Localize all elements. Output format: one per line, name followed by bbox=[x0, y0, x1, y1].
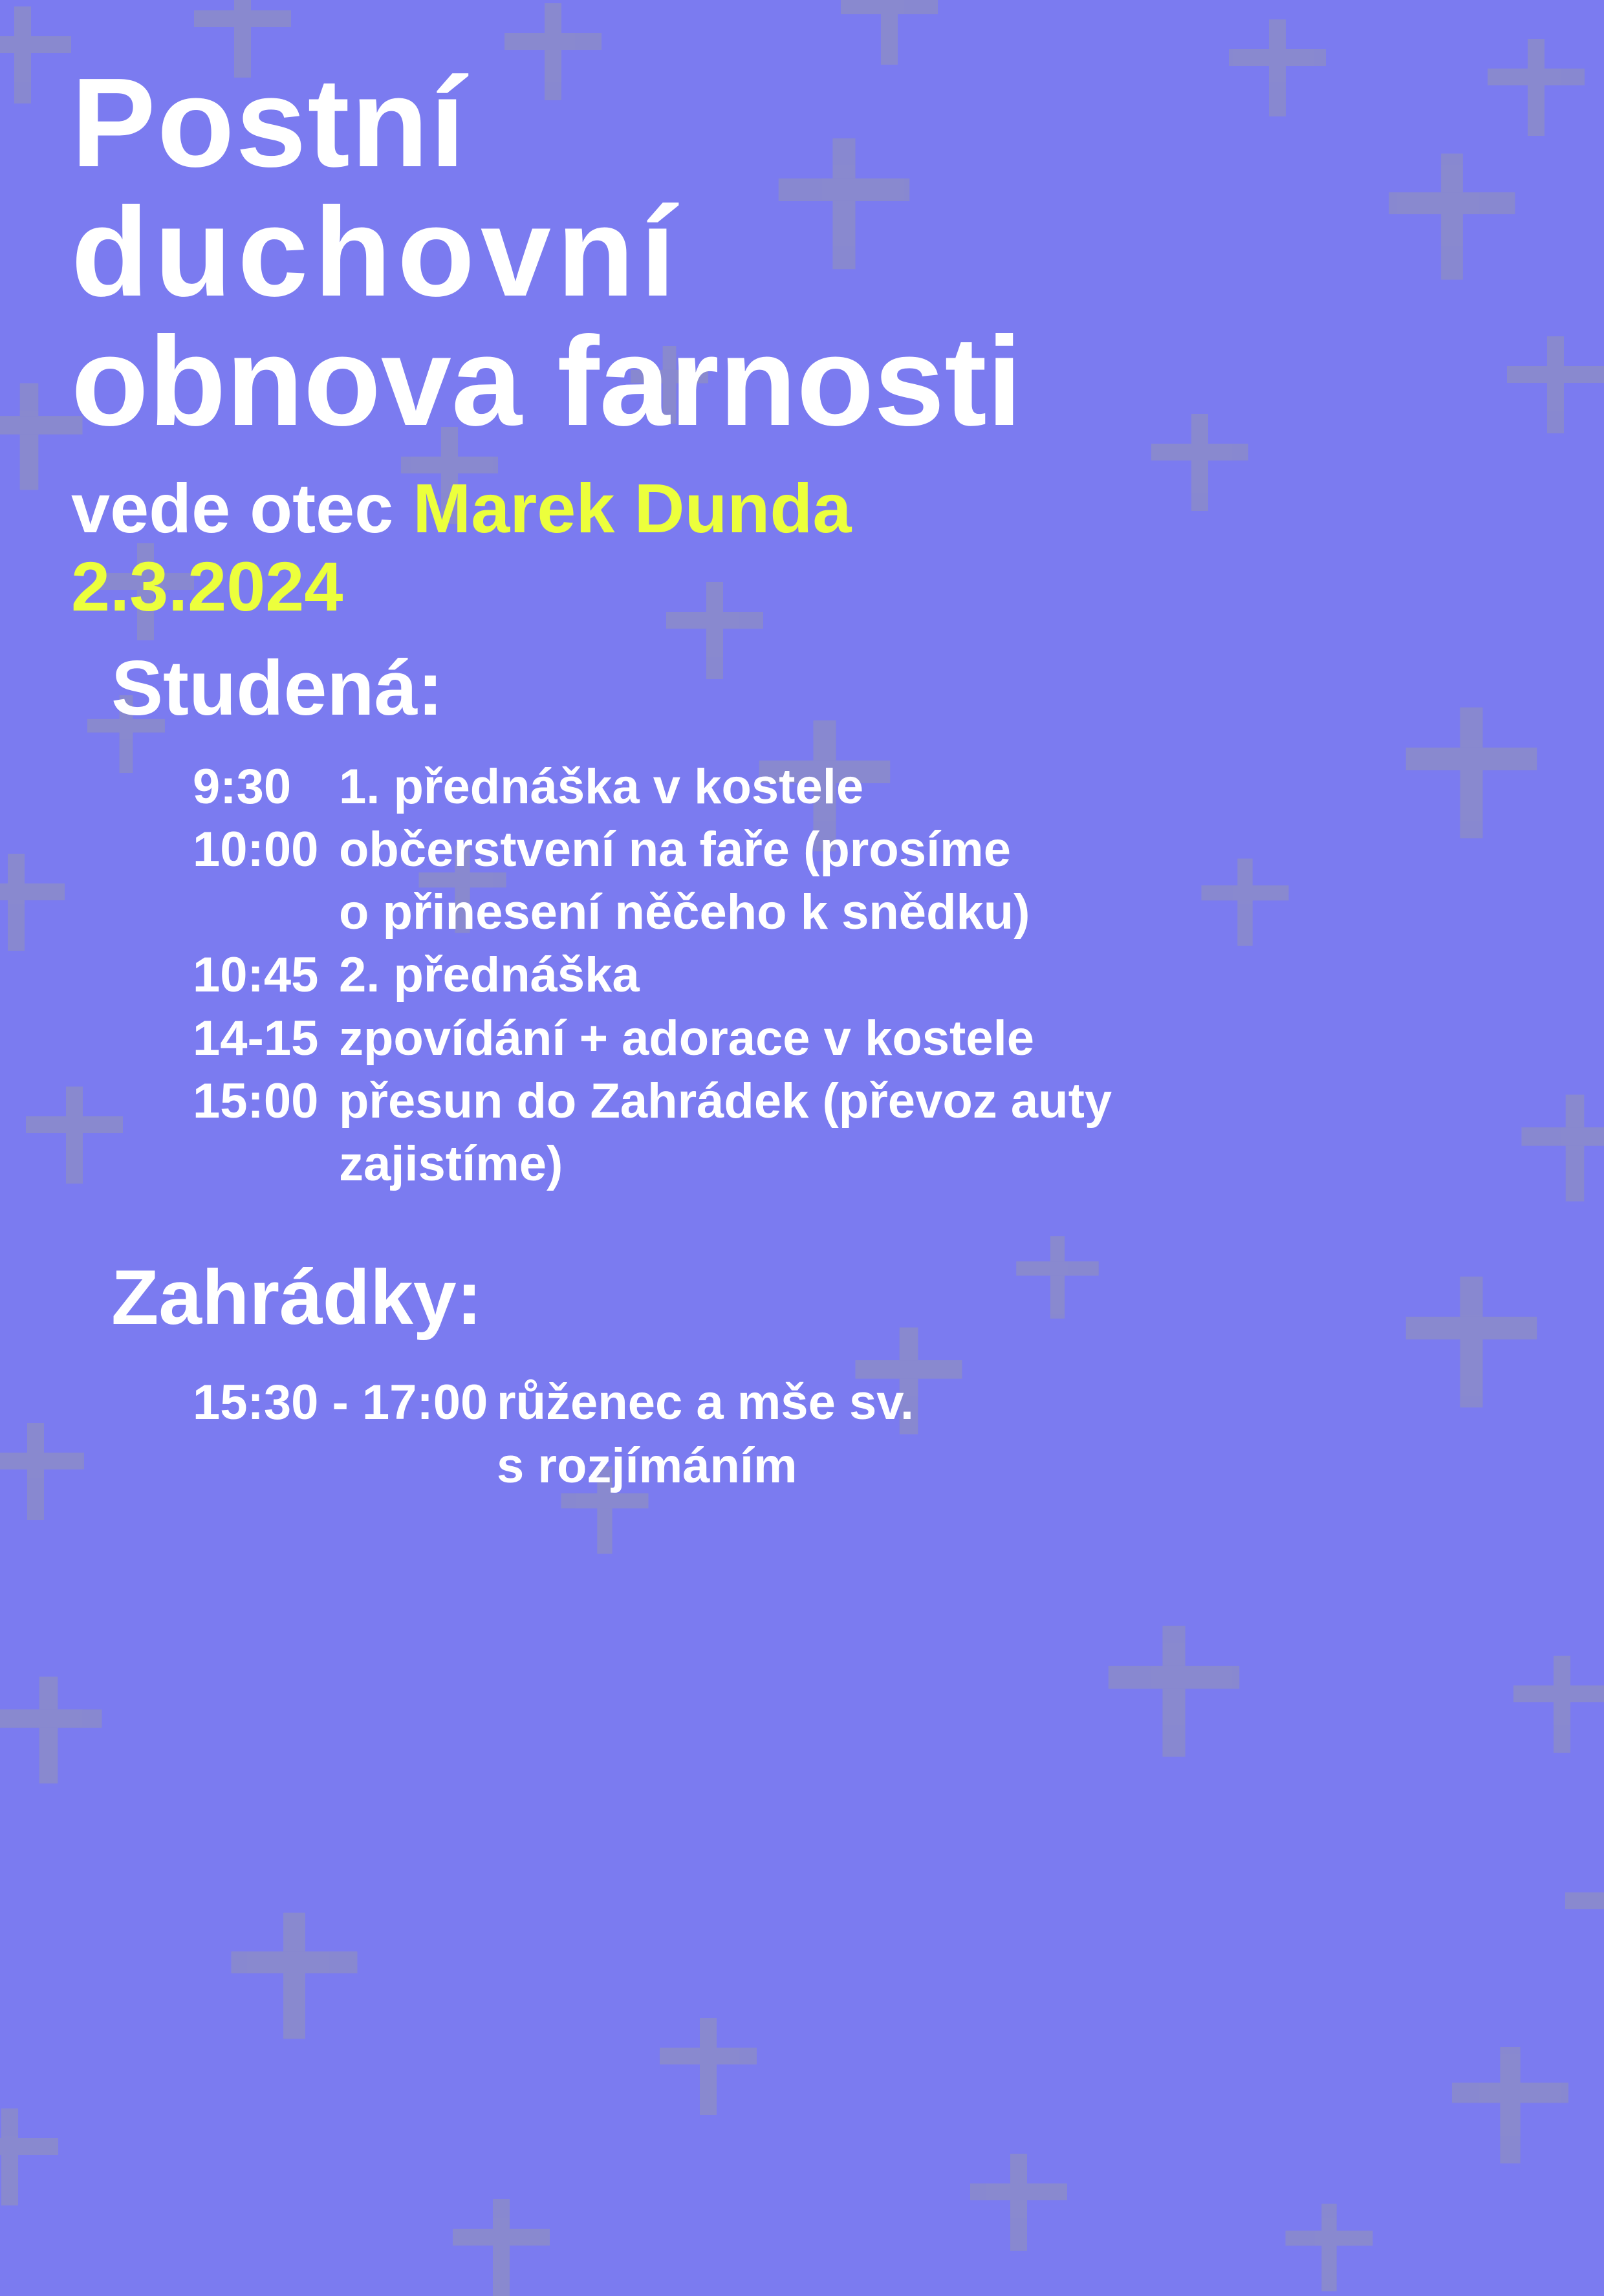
title-line-2: duchovní bbox=[71, 188, 1533, 317]
cross-icon bbox=[0, 1677, 102, 1784]
schedule-time: 15:00 bbox=[193, 1070, 339, 1132]
schedule-description bbox=[339, 818, 1533, 944]
schedule-time: 14-15 bbox=[193, 1007, 339, 1070]
schedule-time: 9:30 bbox=[193, 755, 339, 818]
schedule-description-cont: o přinesení něčeho k snědku) bbox=[339, 881, 1533, 944]
cross-icon bbox=[1513, 1656, 1604, 1753]
speaker-name: Marek Dunda bbox=[413, 469, 851, 547]
schedule-row bbox=[193, 1007, 1533, 1070]
schedule-description bbox=[339, 755, 1533, 818]
schedule-description-main: 2. přednáška bbox=[339, 948, 640, 1002]
schedule-description-main: občerstvení na faře (prosíme bbox=[339, 822, 1011, 877]
event-date: 2.3.2024 bbox=[71, 548, 1533, 626]
schedule-description bbox=[339, 1070, 1533, 1196]
cross-icon bbox=[1109, 1626, 1240, 1757]
schedule-description-main: přesun do Zahrádek (převoz auty bbox=[339, 1074, 1112, 1129]
cross-icon bbox=[232, 1913, 358, 2039]
cross-icon bbox=[453, 2199, 550, 2296]
section-heading-studena: Studená: bbox=[111, 645, 1533, 731]
schedule-time: 15:30 - 17:00 bbox=[193, 1371, 497, 1434]
subtitle-lead: vede otec bbox=[71, 469, 413, 547]
schedule-time: 10:00 bbox=[193, 818, 339, 881]
cross-icon bbox=[1452, 2047, 1568, 2163]
schedule-row bbox=[193, 1070, 1533, 1196]
schedule-row bbox=[193, 1371, 1533, 1497]
schedule-studena bbox=[71, 755, 1533, 1196]
schedule-description bbox=[339, 944, 1533, 1006]
cross-icon bbox=[660, 2018, 757, 2115]
title-line-1: Postní bbox=[71, 58, 1533, 188]
cross-icon bbox=[970, 2154, 1067, 2251]
schedule-row bbox=[193, 755, 1533, 818]
schedule-zahradky bbox=[71, 1371, 1533, 1497]
schedule-row bbox=[193, 944, 1533, 1006]
schedule-description bbox=[497, 1371, 1533, 1497]
section-heading-zahradky: Zahrádky: bbox=[111, 1255, 1533, 1340]
subtitle bbox=[71, 470, 1533, 626]
cross-icon bbox=[0, 2108, 58, 2205]
schedule-description-main: růženec a mše sv. bbox=[497, 1375, 914, 1430]
schedule-row bbox=[193, 818, 1533, 944]
schedule-description-main: zpovídání + adorace v kostele bbox=[339, 1011, 1034, 1066]
page-title bbox=[71, 58, 1533, 446]
cross-icon bbox=[1565, 1863, 1604, 1960]
schedule-description-cont: s rozjímáním bbox=[497, 1435, 1533, 1497]
schedule-description-main: 1. přednáška v kostele bbox=[339, 759, 863, 814]
schedule-description bbox=[339, 1007, 1533, 1070]
schedule-description-cont: zajistíme) bbox=[339, 1132, 1533, 1195]
cross-icon bbox=[1286, 2204, 1373, 2291]
title-line-3: obnova farnosti bbox=[71, 317, 1533, 446]
schedule-time: 10:45 bbox=[193, 944, 339, 1006]
